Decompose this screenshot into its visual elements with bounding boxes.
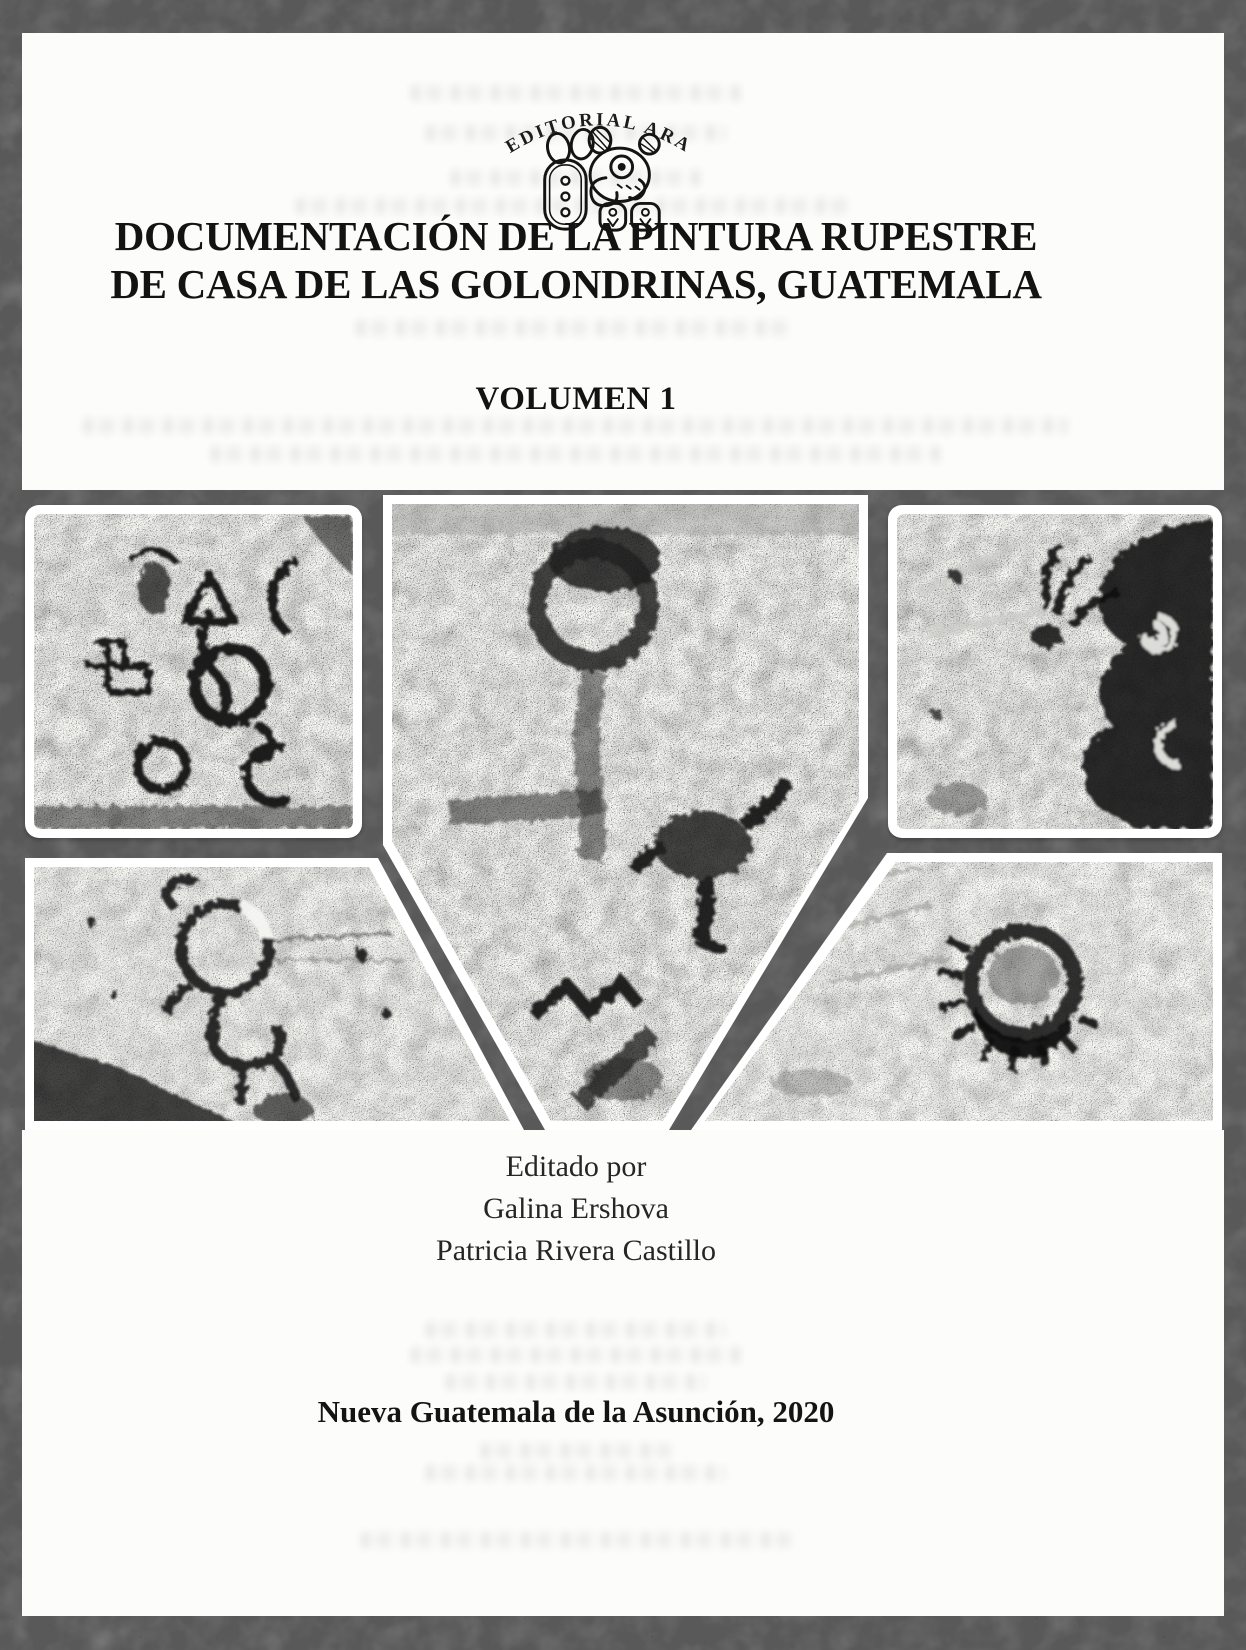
- ghost-text-line: [411, 1347, 741, 1363]
- editor-name: Galina Ershova: [483, 1192, 669, 1225]
- top-sheet: [22, 33, 1224, 490]
- book-title-line-1: DOCUMENTACIÓN DE LA PINTURA RUPESTRE: [114, 213, 1038, 259]
- svg-text:EDITORIAL ARA: [502, 109, 696, 157]
- bottom-sheet: [22, 1130, 1224, 1616]
- photo-rock-art-scroll-mass: [888, 505, 1222, 838]
- ghost-text-line: [481, 1443, 671, 1459]
- ghost-text-line: [84, 418, 1069, 434]
- editor-name: Patricia Rivera Castillo: [436, 1234, 716, 1267]
- photo-rock-art-spiral-rings: [25, 505, 362, 838]
- book-title-line-2: DE CASA DE LAS GOLONDRINAS, GUATEMALA: [110, 260, 1042, 307]
- ghost-text-line: [361, 1532, 791, 1548]
- imprint-line: Nueva Guatemala de la Asunción, 2020: [317, 1394, 835, 1429]
- ghost-text-line: [211, 446, 941, 462]
- ghost-text-line: [356, 320, 796, 336]
- edited-by-label: Editado por: [505, 1150, 647, 1183]
- ghost-text-line: [426, 1322, 726, 1338]
- volume-label: VOLUMEN 1: [475, 381, 677, 417]
- publisher-arc-text: EDITORIAL ARA: [502, 109, 696, 158]
- photo-collage: [0, 490, 1246, 1130]
- ghost-text-line: [426, 1465, 726, 1481]
- ghost-text-line: [446, 1374, 706, 1390]
